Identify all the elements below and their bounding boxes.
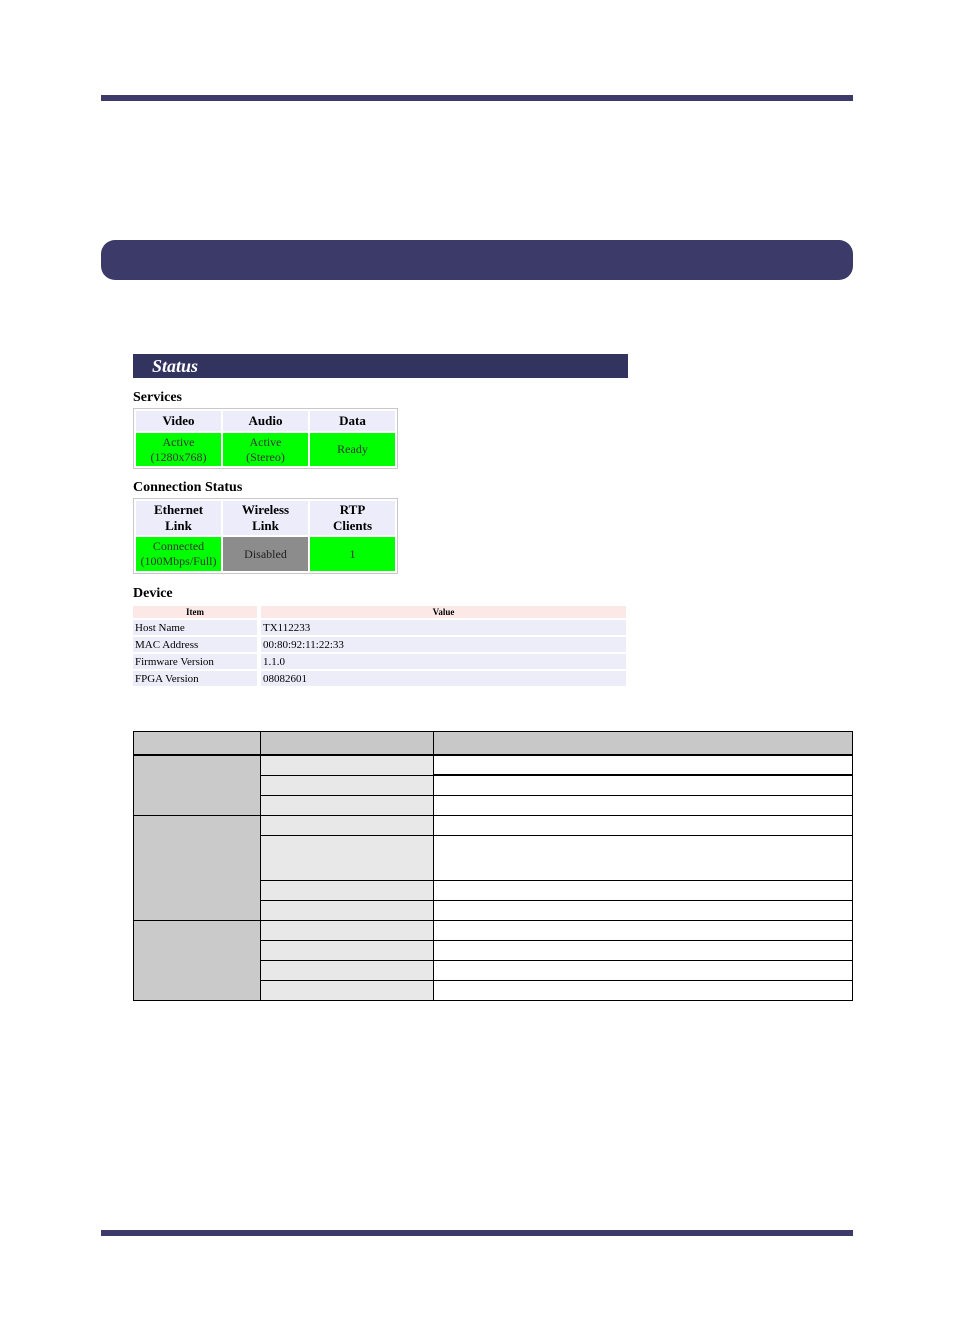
description-cell	[434, 960, 853, 980]
device-item-fpga: FPGA Version	[133, 671, 261, 686]
audio-mode: (Stereo)	[246, 449, 285, 464]
table-row	[134, 920, 853, 940]
device-item-mac: MAC Address	[133, 637, 261, 652]
connection-status-heading: Connection Status	[133, 480, 243, 495]
connection-header-rtp	[310, 501, 395, 535]
services-header-data: Data	[310, 411, 395, 431]
device-item-firmware: Firmware Version	[133, 654, 261, 669]
item-cell	[261, 835, 434, 880]
connection-value-rtp	[310, 537, 395, 571]
audio-status: Active	[249, 434, 282, 449]
services-value-data	[310, 433, 395, 466]
ethernet-speed: (100Mbps/Full)	[140, 554, 217, 568]
item-cell	[261, 900, 434, 920]
services-heading: Services	[133, 390, 182, 405]
item-cell	[261, 775, 434, 795]
rtp-header-line2: Clients	[333, 518, 372, 533]
ethernet-header-line1: Ethernet	[153, 502, 204, 517]
category-cell-services	[134, 755, 261, 815]
wireless-header-line1: Wireless	[241, 502, 290, 517]
description-cell	[434, 920, 853, 940]
device-value-fpga: 08082601	[261, 671, 626, 686]
device-table	[133, 604, 626, 688]
connection-header-ethernet	[136, 501, 221, 535]
description-cell	[434, 755, 853, 775]
connection-status-table	[133, 498, 398, 574]
wireless-status: Disabled	[244, 546, 287, 561]
item-cell	[261, 880, 434, 900]
section-header-bar	[101, 240, 853, 280]
description-cell	[434, 835, 853, 880]
description-table-header-item	[261, 732, 434, 756]
device-heading: Device	[133, 586, 173, 601]
description-cell	[434, 775, 853, 795]
item-cell	[261, 960, 434, 980]
description-cell	[434, 795, 853, 815]
description-cell	[434, 980, 853, 1000]
video-resolution: (1280x768)	[150, 449, 207, 464]
services-value-audio	[223, 433, 308, 466]
video-status: Active	[162, 434, 195, 449]
item-cell	[261, 940, 434, 960]
item-cell	[261, 980, 434, 1000]
device-col-item: Item	[133, 606, 261, 618]
status-panel-title: Status	[133, 354, 628, 378]
table-row	[133, 671, 626, 686]
description-cell	[434, 880, 853, 900]
description-table-header-category	[134, 732, 261, 756]
item-cell	[261, 815, 434, 835]
table-row	[133, 654, 626, 669]
table-row	[133, 620, 626, 635]
item-cell	[261, 755, 434, 775]
item-cell	[261, 795, 434, 815]
description-cell	[434, 900, 853, 920]
connection-value-ethernet	[136, 537, 221, 571]
data-status: Ready	[337, 442, 368, 456]
services-table	[133, 408, 398, 469]
connection-value-wireless	[223, 537, 308, 571]
services-header-video: Video	[136, 411, 221, 431]
ethernet-header-line2: Link	[165, 518, 192, 533]
device-value-firmware: 1.1.0	[261, 654, 626, 669]
item-cell	[261, 920, 434, 940]
description-cell	[434, 815, 853, 835]
device-value-mac: 00:80:92:11:22:33	[261, 637, 626, 652]
device-item-host-name: Host Name	[133, 620, 261, 635]
connection-header-wireless	[223, 501, 308, 535]
device-col-value: Value	[261, 606, 626, 618]
description-table-header-description	[434, 732, 853, 756]
rtp-header-line1: RTP	[339, 502, 366, 517]
top-rule	[101, 95, 853, 101]
description-table	[133, 731, 853, 1001]
ethernet-status: Connected	[152, 539, 205, 553]
device-value-host-name: TX112233	[261, 620, 626, 635]
description-cell	[434, 940, 853, 960]
table-row	[133, 637, 626, 652]
services-header-audio: Audio	[223, 411, 308, 431]
category-cell-device	[134, 920, 261, 1000]
table-row	[134, 815, 853, 835]
rtp-client-count: 1	[349, 546, 356, 561]
table-row	[134, 755, 853, 775]
wireless-header-line2: Link	[252, 518, 279, 533]
bottom-rule	[101, 1230, 853, 1236]
category-cell-connection	[134, 815, 261, 920]
services-value-video	[136, 433, 221, 466]
